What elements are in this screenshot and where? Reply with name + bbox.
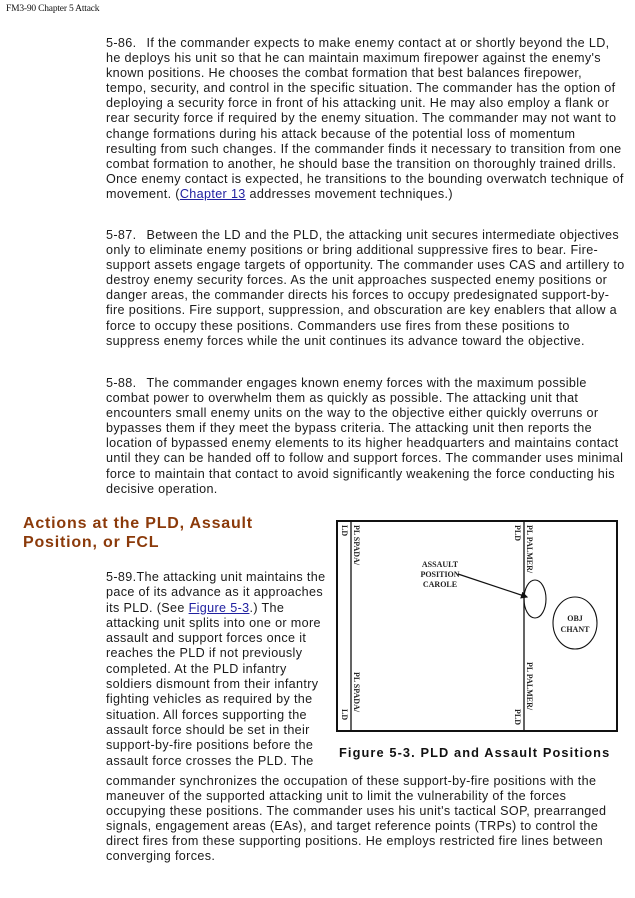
assault-label-line2: POSITION (420, 570, 460, 579)
paragraph-number: 5-87. (106, 228, 137, 242)
pl-palmer-label-bottom: PL PALMER/ (525, 662, 534, 711)
pl-spada-label-top: PL SPADA/ (352, 525, 361, 566)
paragraph-5-89-continued: commander synchronizes the occupation of these support-by-fire positions with the maneuver of the supported attacking unit to limit the vulnerability of the forces occupying these positions. The commander uses his unit's tactical SOP, prearranged signals, engagement areas (EAs), and target reference points (TRPs) to control the direct fires from these supporting positions. He employs restricted fire lines between converging forces. (106, 774, 607, 864)
paragraph-text: The attacking unit maintains the pace of its advance as it approaches its PLD. (See (106, 570, 326, 615)
chapter-13-link[interactable]: Chapter 13 (179, 186, 246, 201)
paragraph-text: The commander engages known enemy forces with the maximum possible combat power to overwhelm them as quickly as possible. The attacking unit that encounters small enemy units on the way to the objective either quickly overruns or bypasses them if they meet the bypass criteria. The attacking unit then reports the location of bypassed enemy elements to its higher headquarters and maintains contact until they can be handed off to follow and support forces. The commander uses minimal force to maintain that contact to avoid significantly weakening the force conducting his decisive operation. (106, 376, 624, 496)
paragraph-5-89 (106, 570, 328, 769)
assault-position-ellipse (524, 580, 546, 618)
paragraph-number: 5-86. (106, 36, 137, 50)
pld-label-bottom: PLD (513, 709, 522, 725)
pl-palmer-label-top: PL PALMER/ (525, 525, 534, 574)
ld-label-bottom: LD (340, 709, 349, 721)
arrow-icon (458, 574, 527, 597)
figure-caption: Figure 5-3. PLD and Assault Positions (339, 745, 611, 760)
paragraph-text: Between the LD and the PLD, the attacking unit secures intermediate objectives only to eliminate enemy positions or bring additional suppressive fires to bear. Fire-support assets engage targets of opportunity. The commander uses CAS and artillery to destroy enemy security forces. As the unit approaches suspected enemy positions or danger areas, the commander directs his forces to occupy predesignated support-by-fire positions. Fire support, suppression, and obscuration are key enablers that allow a force to occupy these positions. Commanders use fires from these positions to suppress enemy forces while the unit continues its advance toward the objective. (106, 228, 625, 348)
figure-5-3-link[interactable]: Figure 5-3 (188, 600, 250, 615)
paragraph-5-86 (106, 36, 626, 202)
paragraph-text-continued: addresses movement techniques.) (245, 186, 453, 201)
running-header: FM3-90 Chapter 5 Attack (6, 4, 100, 14)
section-heading: Actions at the PLD, Assault Position, or FCL (23, 515, 253, 551)
paragraph-text: If the commander expects to make enemy contact at or shortly beyond the LD, he deploys his unit so that he can maintain maximum firepower against the enemy's known positions. He chooses the combat formation that best balances firepower, tempo, security, and control in the specific situation. The commander has the option of deploying a security force in front of his attacking unit. He may also employ a flank or rear security force if required by the enemy situation. The commander may not want to change formations during his attack because of the potential loss of momentum resulting from such changes. If the commander finds it necessary to transition from one combat formation to another, he should base the transition on thoroughly trained drills. Once enemy contact is expected, he transitions to the bounding overwatch technique of movement. ( (106, 36, 624, 201)
paragraph-text-continued: .) The attacking unit splits into one or more assault and support forces once it reaches the PLD if not previously completed. At the PLD infantry soldiers dismount from their infantry fighting vehicles as required by the situation. All forces supporting the assault force should be set in their support-by-fire positions before the assault force crosses the PLD. The (106, 600, 321, 768)
assault-label-line3: CAROLE (422, 580, 458, 589)
assault-label-line1: ASSAULT (421, 560, 459, 569)
paragraph-number: 5-88. (106, 376, 137, 390)
pld-diagram (336, 520, 619, 733)
figure-5-3 (336, 520, 619, 733)
paragraph-5-87 (106, 228, 626, 349)
pld-label-top: PLD (513, 525, 522, 541)
paragraph-number: 5-89. (106, 570, 137, 584)
objective-ellipse (553, 597, 597, 649)
pl-spada-label-bottom: PL SPADA/ (352, 672, 361, 713)
paragraph-5-88 (106, 376, 626, 497)
obj-label-line2: CHANT (560, 625, 590, 634)
obj-label-line1: OBJ (567, 614, 583, 623)
ld-label-top: LD (340, 525, 349, 537)
